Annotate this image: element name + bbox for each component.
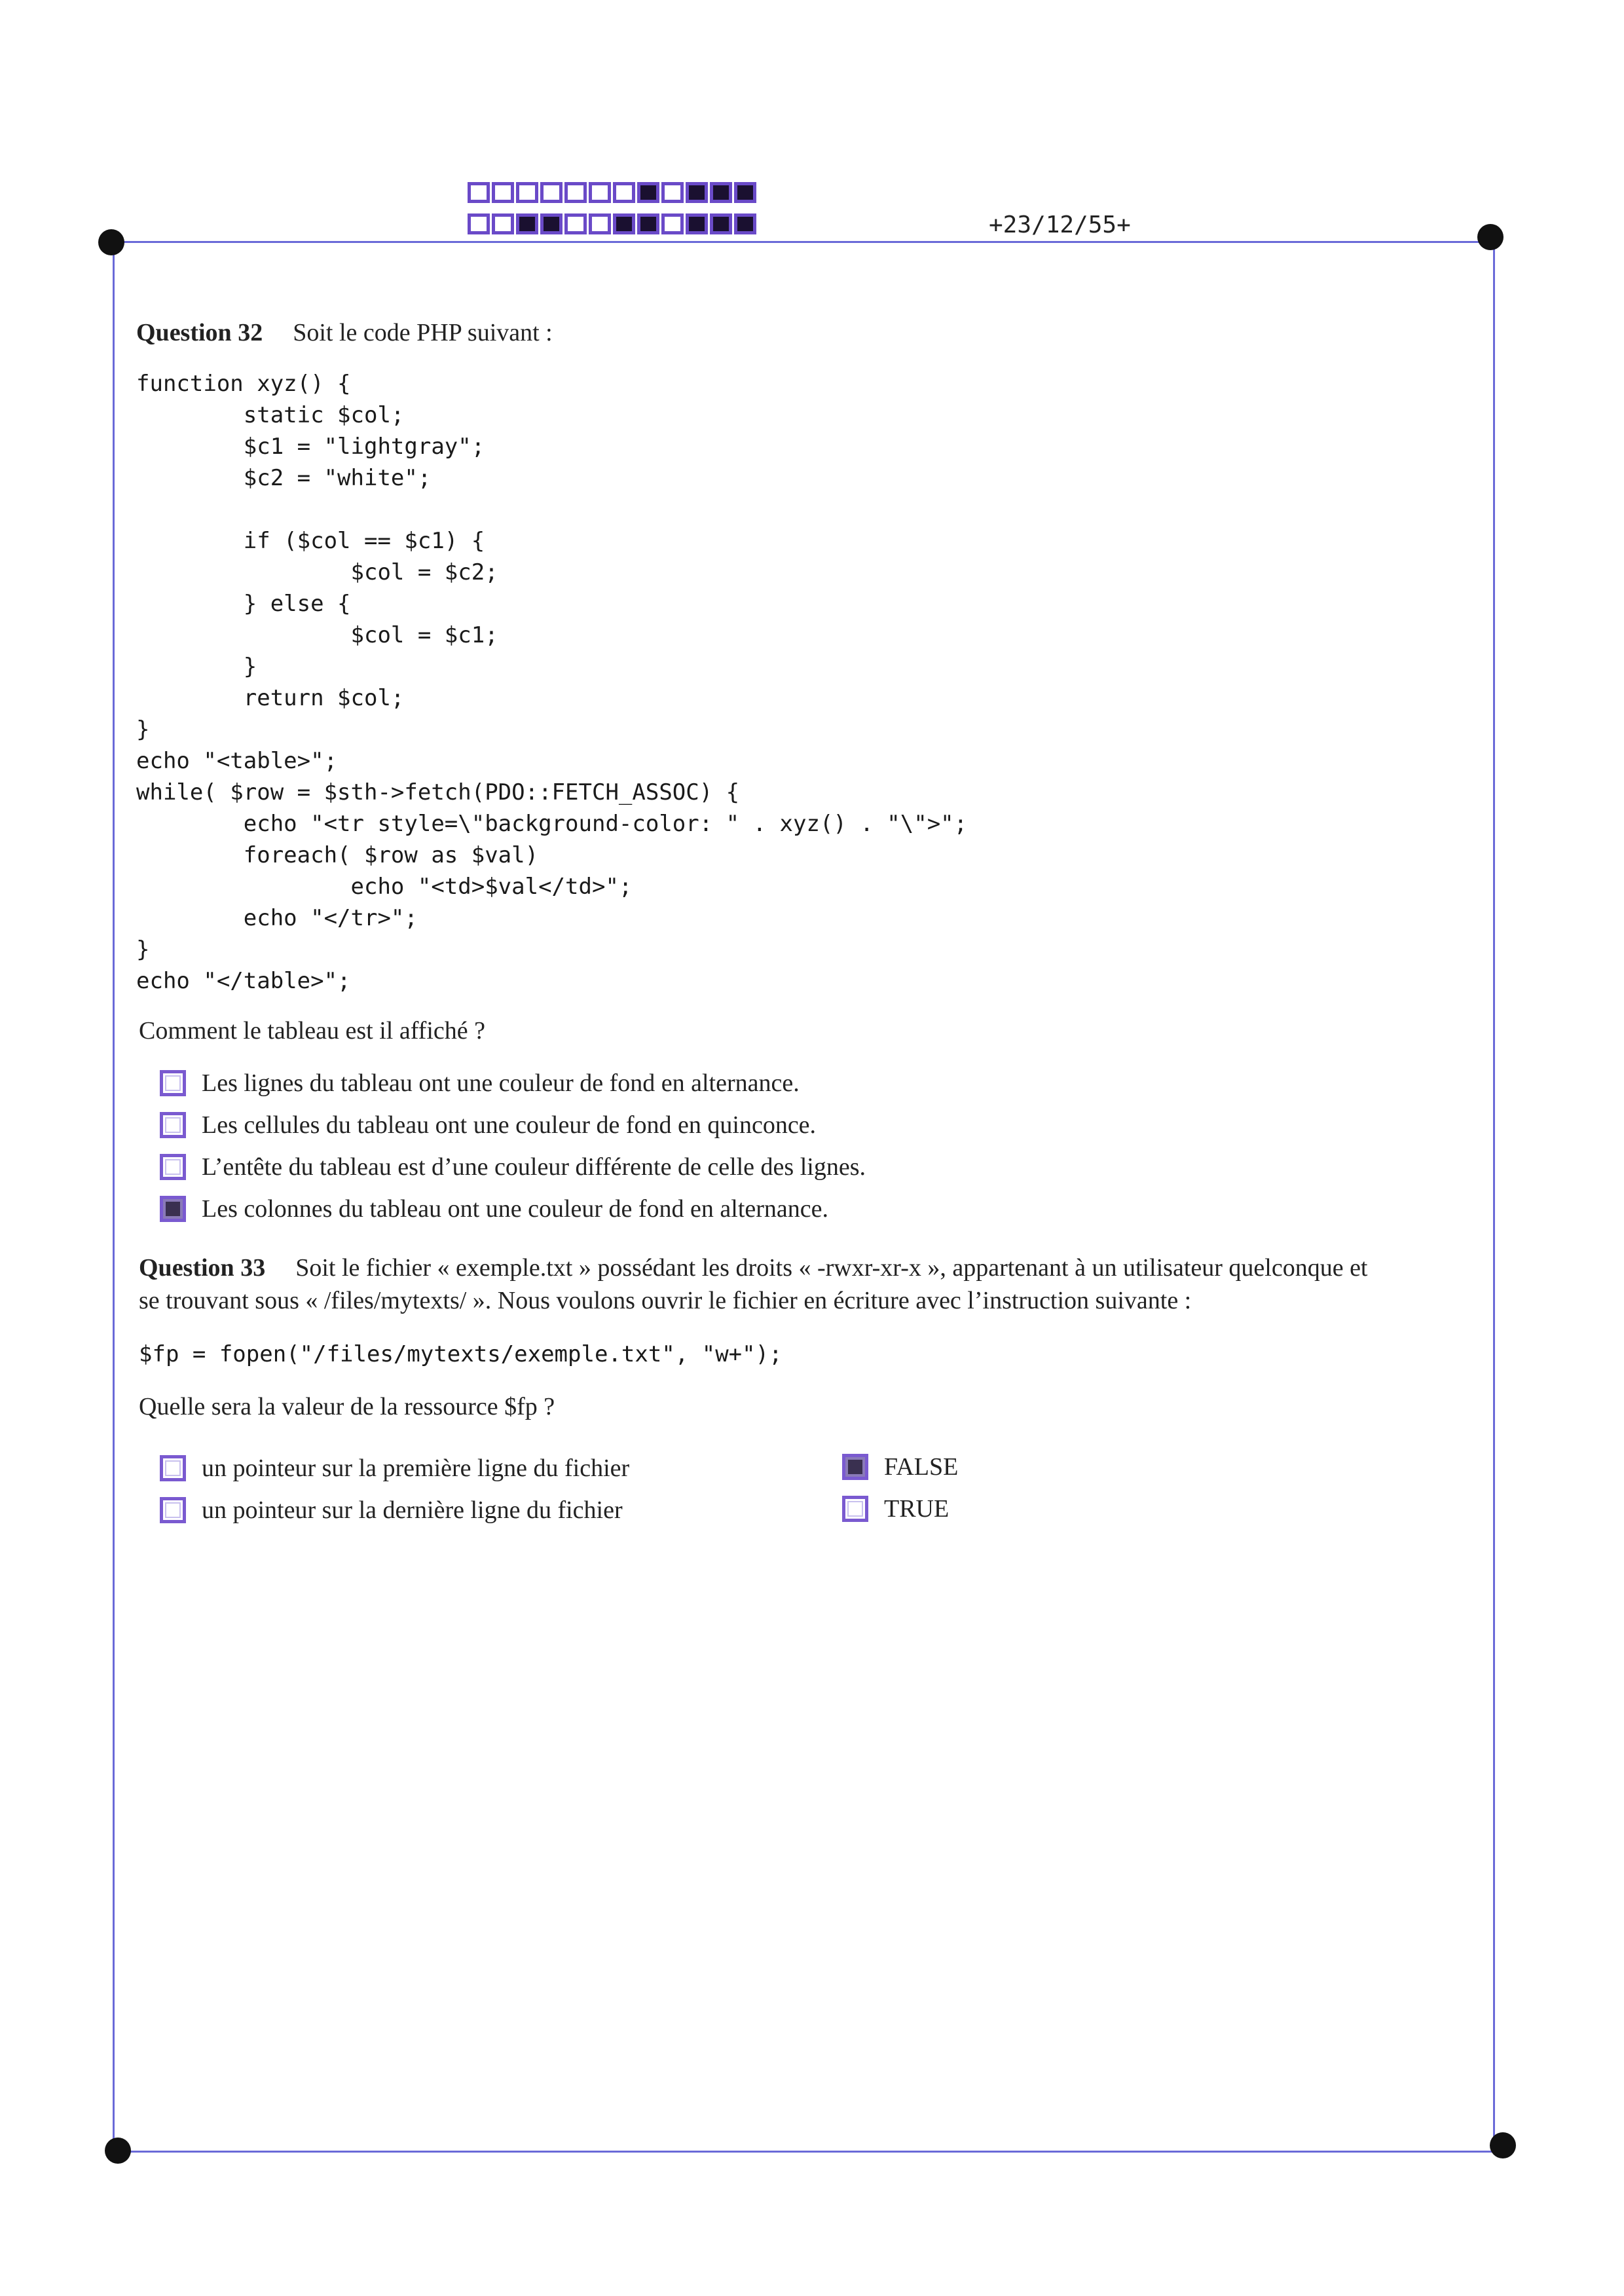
code-cell-filled xyxy=(540,213,563,234)
code-cell-empty xyxy=(468,213,490,234)
option-label: Les lignes du tableau ont une couleur de fond en alternance. xyxy=(202,1069,800,1097)
frame-bottom xyxy=(118,2151,1503,2153)
php-code-block: function xyz() { static $col; $c1 = "lightgray"; $c2 = "white"; if ($col == $c1) { $col = $c2; } else { $col = $c1; } return $col; } echo "<table>"; while( $row = $sth->fetch(PDO::FETCH_ASSOC) { echo "<tr style=\"background-color: " . xyz() . "\">"; foreach( $row as $val) echo "<td>$val</td>"; echo "</tr>"; } echo "</table>"; xyxy=(136,371,968,994)
question-33-intro-line-2: se trouvant sous « /files/mytexts/ ». Nous voulons ouvrir le fichier en écriture avec l’instruction suivante : xyxy=(139,1287,1192,1314)
code-cell-empty xyxy=(492,182,514,203)
q32-option-1[interactable] xyxy=(160,1069,800,1098)
question-33-prompt: Quelle sera la valeur de la ressource $fp ? xyxy=(139,1393,555,1420)
code-cell-filled xyxy=(637,213,659,234)
code-cell-filled xyxy=(710,213,732,234)
code-cell-filled xyxy=(516,213,538,234)
q32-option-3[interactable] xyxy=(160,1153,866,1181)
frame-left xyxy=(113,241,115,2151)
q33-option-4[interactable] xyxy=(842,1494,949,1523)
q33-option-3[interactable] xyxy=(842,1453,958,1481)
option-label: un pointeur sur la première ligne du fichier xyxy=(202,1454,630,1482)
frame-top xyxy=(111,241,1493,243)
code-cell-empty xyxy=(661,213,684,234)
option-label: TRUE xyxy=(884,1495,950,1523)
code-cell-filled xyxy=(710,182,732,203)
code-cell-empty xyxy=(492,213,514,234)
checkbox-checked[interactable] xyxy=(160,1196,186,1222)
code-cell-filled xyxy=(637,182,659,203)
checkbox-checked[interactable] xyxy=(842,1454,868,1480)
code-cell-filled xyxy=(734,182,756,203)
code-cell-filled xyxy=(686,182,708,203)
q33-option-1[interactable] xyxy=(160,1454,629,1483)
option-label: L’entête du tableau est d’une couleur différente de celle des lignes. xyxy=(202,1153,866,1181)
question-33-number: Question 33 xyxy=(139,1254,266,1282)
question-32-number: Question 32 xyxy=(136,319,263,346)
code-cell-empty xyxy=(613,182,635,203)
q32-option-4[interactable] xyxy=(160,1194,828,1223)
checkbox[interactable] xyxy=(160,1112,186,1138)
code-cell-empty xyxy=(468,182,490,203)
code-cell-empty xyxy=(589,182,611,203)
option-label: FALSE xyxy=(884,1453,959,1481)
corner-mark-top-left xyxy=(98,229,124,255)
code-cell-empty xyxy=(564,213,587,234)
fopen-code-line: $fp = fopen("/files/mytexts/exemple.txt", "w+"); xyxy=(139,1341,783,1367)
question-33-intro-line-1: Soit le fichier « exemple.txt » possédant les droits « -rwxr-xr-x », appartenant à un utilisateur quelconque et xyxy=(295,1254,1368,1282)
q32-option-2[interactable] xyxy=(160,1111,816,1139)
q33-option-2[interactable] xyxy=(160,1496,623,1525)
corner-mark-top-right xyxy=(1477,224,1504,250)
question-33-header xyxy=(139,1252,1368,1284)
option-label: un pointeur sur la dernière ligne du fichier xyxy=(202,1496,623,1524)
frame-right xyxy=(1493,241,1495,2151)
checkbox[interactable] xyxy=(160,1154,186,1180)
corner-mark-bottom-left xyxy=(105,2138,131,2164)
question-32-intro: Soit le code PHP suivant : xyxy=(293,319,553,346)
binary-code-strip-bottom xyxy=(468,213,758,234)
checkbox[interactable] xyxy=(842,1496,868,1522)
question-32-prompt: Comment le tableau est il affiché ? xyxy=(139,1017,485,1045)
code-cell-empty xyxy=(564,182,587,203)
code-cell-empty xyxy=(589,213,611,234)
code-cell-empty xyxy=(540,182,563,203)
checkbox[interactable] xyxy=(160,1455,186,1481)
question-32-header xyxy=(136,317,553,349)
binary-code-strip-top xyxy=(468,182,758,203)
code-cell-empty xyxy=(516,182,538,203)
code-cell-filled xyxy=(734,213,756,234)
code-cell-filled xyxy=(613,213,635,234)
code-cell-empty xyxy=(661,182,684,203)
code-cell-filled xyxy=(686,213,708,234)
option-label: Les colonnes du tableau ont une couleur de fond en alternance. xyxy=(202,1195,829,1223)
page-identifier: +23/12/55+ xyxy=(989,212,1131,238)
checkbox[interactable] xyxy=(160,1497,186,1523)
option-label: Les cellules du tableau ont une couleur de fond en quinconce. xyxy=(202,1111,817,1139)
corner-mark-bottom-right xyxy=(1490,2132,1516,2158)
checkbox[interactable] xyxy=(160,1070,186,1096)
